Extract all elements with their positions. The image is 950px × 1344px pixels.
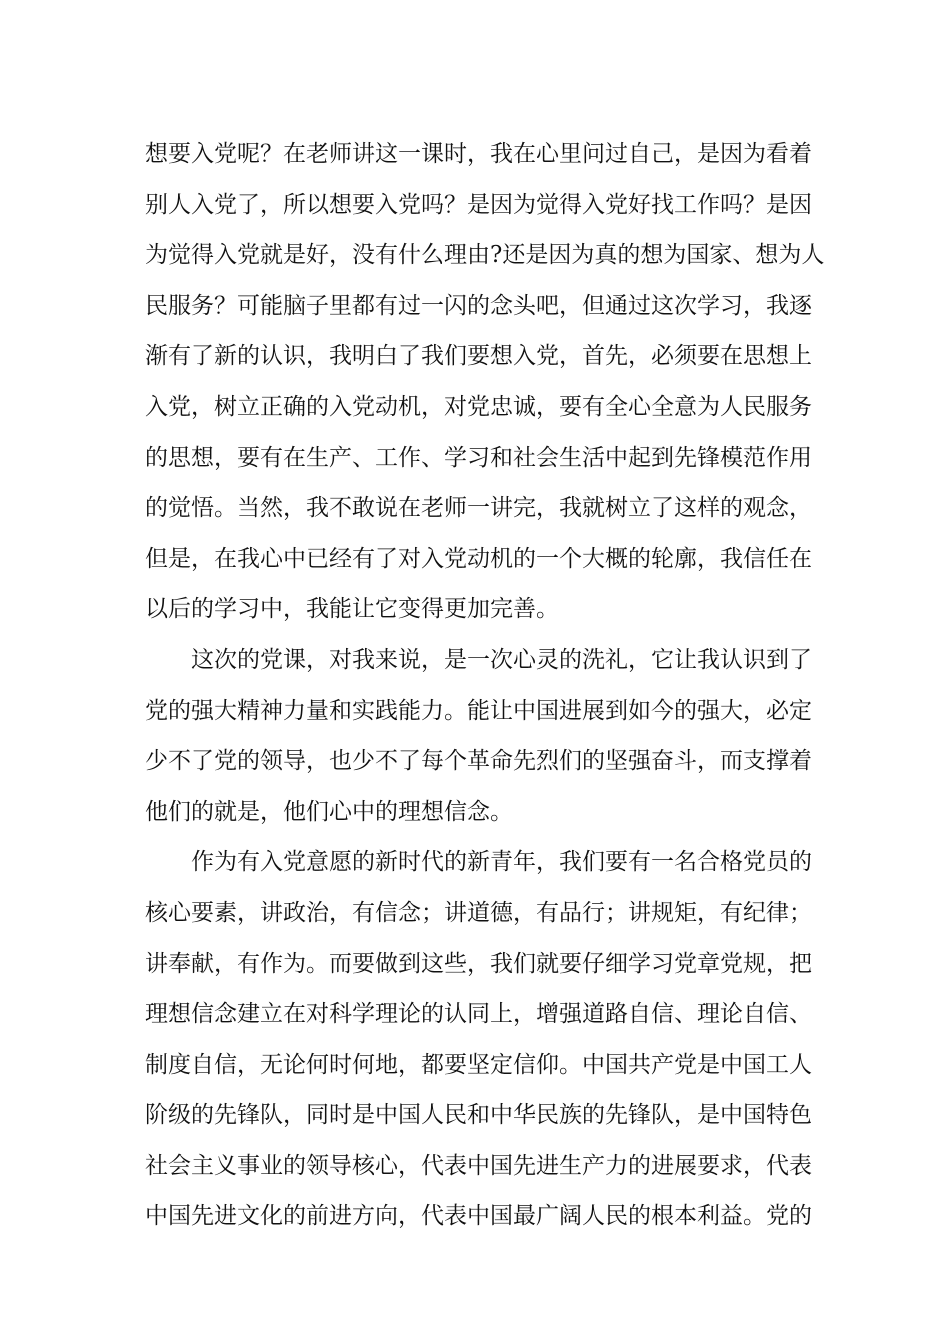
paragraph-3 [145,837,812,1242]
text-line: 但是，在我心中已经有了对入党动机的一个大概的轮廓，我信任在 [145,545,812,572]
document-body [145,129,825,1242]
text-line: 民服务？可能脑子里都有过一闪的念头吧，但通过这次学习，我逐 [145,292,812,319]
text-line: 作为有入党意愿的新时代的新青年，我们要有一名合格党员的 [191,849,812,876]
text-line: 理想信念建立在对科学理论的认同上，增强道路自信、理论自信、 [145,1001,812,1028]
text-line: 他们的就是，他们心中的理想信念。 [145,798,513,825]
text-line: 的觉悟。当然，我不敢说在老师一讲完，我就树立了这样的观念， [145,495,812,522]
text-line: 的思想，要有在生产、工作、学习和社会生活中起到先锋模范作用 [145,444,812,471]
text-line: 渐有了新的认识，我明白了我们要想入党，首先，必须要在思想上 [145,343,812,370]
text-line: 别人入党了，所以想要入党吗？是因为觉得入党好找工作吗？是因 [145,191,812,218]
text-line: 中国先进文化的前进方向，代表中国最广阔人民的根本利益。党的 [145,1203,812,1230]
text-line: 讲奉献，有作为。而要做到这些，我们就要仔细学习党章党规，把 [145,950,812,977]
text-line: 阶级的先锋队，同时是中国人民和中华民族的先锋队，是中国特色 [145,1102,812,1129]
text-line: 党的强大精神力量和实践能力。能让中国进展到如今的强大，必定 [145,697,812,724]
text-line: 少不了党的领导，也少不了每个革命先烈们的坚强奋斗，而支撑着 [145,748,812,775]
text-line: 入党，树立正确的入党动机，对党忠诚，要有全心全意为人民服务 [145,393,812,420]
text-line: 社会主义事业的领导核心，代表中国先进生产力的进展要求，代表 [145,1152,812,1179]
text-line: 想要入党呢？在老师讲这一课时，我在心里问过自己，是因为看着 [145,141,812,167]
text-line: 制度自信，无论何时何地，都要坚定信仰。中国共产党是中国工人 [145,1051,812,1078]
text-line: 这次的党课，对我来说，是一次心灵的洗礼，它让我认识到了 [191,646,812,673]
paragraph-2 [145,635,812,837]
paragraph-1 [145,129,825,635]
text-line: 以后的学习中，我能让它变得更加完善。 [145,596,559,623]
text-line: 核心要素，讲政治，有信念；讲道德，有品行；讲规矩，有纪律； [145,899,812,926]
text-line: 为觉得入党就是好，没有什么理由?还是因为真的想为国家、想为人 [145,242,825,269]
